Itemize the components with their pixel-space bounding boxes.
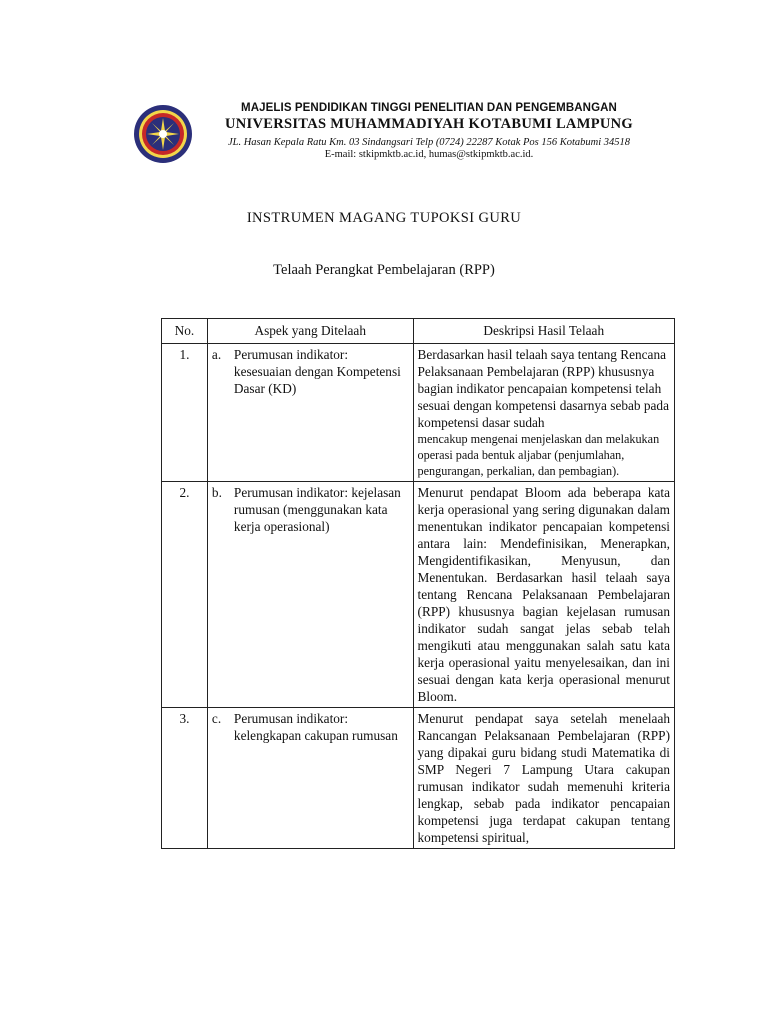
aspek-cell [207,482,413,708]
table-row [162,708,675,849]
deskripsi-text: Menurut pendapat Bloom ada beberapa kata kerja operasional yang sering digunakan dalam menentukan indikator pencapaian kompetensi antara lain: Mendefinisikan, Menerapkan, Mengidentifikasikan, Menyusun, dan Menentukan. Berdasarkan hasil telaah saya tentang Rencana Pelaksanaan Pembelajaran (RPP) khususnya bagian kejelasan rumusan indikator sudah sangat jelas sebab telah mengikuti atau menggunakan salah satu kata kerja operasional yaitu menyelesaikan, dan ini sesuai dengan kata kerja operasional menurut Bloom. [417,485,670,704]
deskripsi-cell [413,344,674,482]
document-subtitle: Telaah Perangkat Pembelajaran (RPP) [273,262,495,278]
deskripsi-text-continued: mencakup mengenai menjelaskan dan melakukan operasi pada bentuk aljabar (penjumlahan, pengurangan, perkalian, dan pembagian). [417,432,660,478]
row-number: 1. [162,344,208,482]
table-header-row [162,319,675,344]
document-title: INSTRUMEN MAGANG TUPOKSI GURU [246,210,522,226]
header-deskripsi: Deskripsi Hasil Telaah [413,319,674,344]
aspek-text: Perumusan indikator: kejelasan rumusan (menggunakan kata kerja operasional) [233,485,401,534]
aspek-label: c. [211,711,222,726]
university-seal-icon [133,104,193,164]
aspek-label: b. [211,485,222,500]
council-name: MAJELIS PENDIDIKAN TINGGI PENELITIAN DAN PENGEMBANGAN [241,102,617,114]
aspek-text: Perumusan indikator: kesesuaian dengan Kompetensi Dasar (KD) [233,347,401,396]
aspek-text: Perumusan indikator: kelengkapan cakupan rumusan [233,711,398,743]
header-no: No. [162,319,208,344]
deskripsi-cell [413,482,674,708]
review-table [161,318,675,849]
header-aspek: Aspek yang Ditelaah [207,319,413,344]
aspek-cell [207,344,413,482]
letterhead [133,98,653,168]
deskripsi-text: Menurut pendapat saya setelah menelaah Rancangan Pelaksanaan Pembelajaran (RPP) yang dipakai guru bidang studi Matematika di SMP Negeri 7 Lampung Utara cakupan rumusan indikator sudah memenuhi kriteria lengkap, sebab pada indikator pencapaian kompetensi juga terdapat cakupan tentang kompetensi spiritual, [417,711,670,845]
row-number: 3. [162,708,208,849]
letterhead-text [199,102,659,160]
table-row [162,344,675,482]
address: JL. Hasan Kepala Ratu Km. 03 Sindangsari Telp (0724) 22287 Kotak Pos 156 Kotabumi 34518 [227,137,631,148]
university-name: UNIVERSITAS MUHAMMADIYAH KOTABUMI LAMPUNG [225,116,633,132]
aspek-label: a. [211,347,222,362]
table-row [162,482,675,708]
deskripsi-text: Berdasarkan hasil telaah saya tentang Rencana Pelaksanaan Pembelajaran (RPP) khususnya bagian indikator pencapaian kompetensi telah sesuai dengan kompetensi dasarnya sebab pada kompetensi dasar sudah [417,347,669,430]
aspek-cell [207,708,413,849]
email: E-mail: stkipmktb.ac.id, humas@stkipmktb.ac.id. [324,149,534,160]
row-number: 2. [162,482,208,708]
deskripsi-cell [413,708,674,849]
